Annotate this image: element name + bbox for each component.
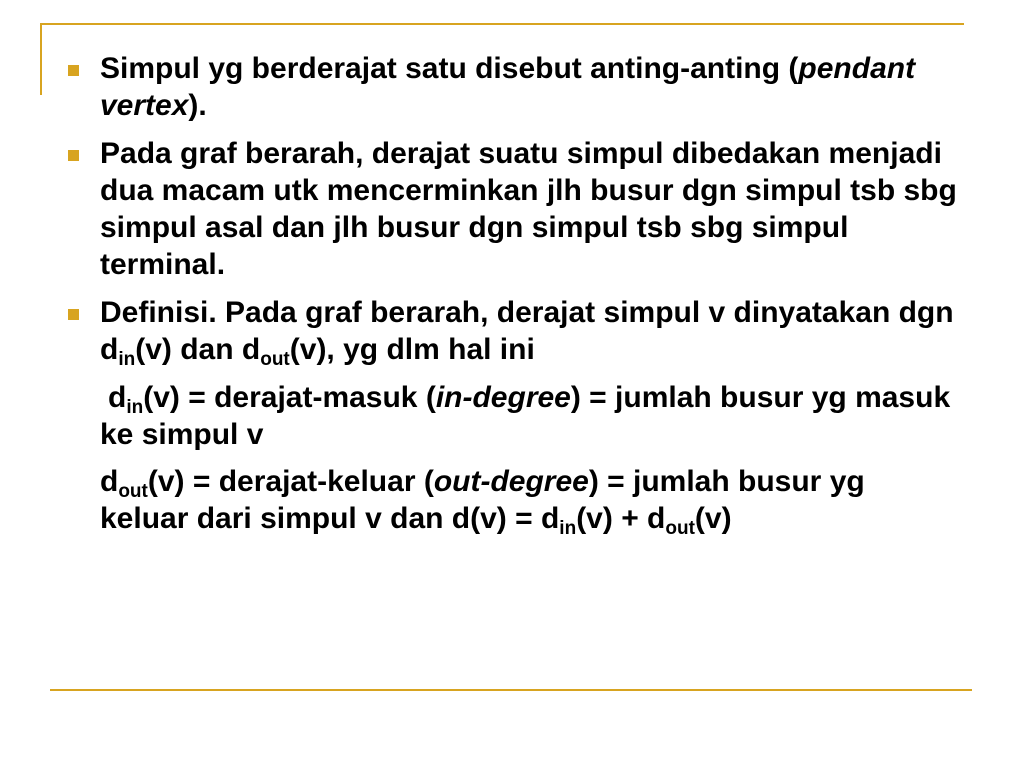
square-bullet-icon	[68, 65, 79, 76]
bullet-item-directed-degree	[60, 135, 960, 283]
bullet-text: Pada graf berarah, derajat suatu simpul dibedakan menjadi dua macam utk mencerminkan jlh busur dgn simpul tsb sbg simpul asal dan jlh busur dgn simpul tsb sbg simpul terminal.	[100, 137, 957, 281]
term-italic: out-degree	[433, 465, 589, 498]
bullet-text: (v) dan d	[135, 333, 261, 366]
definition-text: (v) = derajat-keluar (	[147, 465, 434, 498]
slide-frame-top-line	[40, 23, 964, 25]
definition-text: (v)	[694, 502, 732, 535]
subscript: in	[126, 397, 144, 418]
bullet-text: Simpul yg berderajat satu disebut anting-anting (	[100, 52, 799, 85]
subscript: in	[118, 349, 136, 370]
bullet-text: Definisi. Pada graf berarah, derajat simpul v dinyatakan dgn d	[100, 296, 954, 366]
bullet-text: (v), yg dlm hal ini	[289, 333, 535, 366]
slide-frame-bottom-line	[50, 689, 972, 691]
subscript: out	[118, 481, 148, 502]
definition-text: (v) = derajat-masuk (	[143, 381, 436, 414]
subscript: out	[665, 518, 695, 539]
definition-text: ) = jumlah busur yg keluar dari simpul v dan d(v) = d	[100, 465, 865, 535]
square-bullet-icon	[68, 309, 79, 320]
term-italic: in-degree	[435, 381, 571, 414]
degree-symbol: d	[108, 381, 127, 414]
bullet-item-definition	[60, 294, 960, 368]
degree-symbol: d	[100, 465, 119, 498]
term-italic: pendant vertex	[100, 52, 916, 122]
slide-frame-left-line	[40, 23, 42, 95]
definition-in-degree	[60, 379, 960, 453]
slide-content	[60, 50, 960, 547]
definition-text: (v) + d	[576, 502, 666, 535]
square-bullet-icon	[68, 150, 79, 161]
bullet-text: ).	[188, 89, 207, 122]
subscript: out	[260, 349, 290, 370]
subscript: in	[559, 518, 577, 539]
definition-text: ) = jumlah busur yg masuk ke simpul v	[100, 381, 951, 451]
bullet-item-pendant-vertex	[60, 50, 960, 124]
definition-out-degree	[60, 463, 960, 537]
